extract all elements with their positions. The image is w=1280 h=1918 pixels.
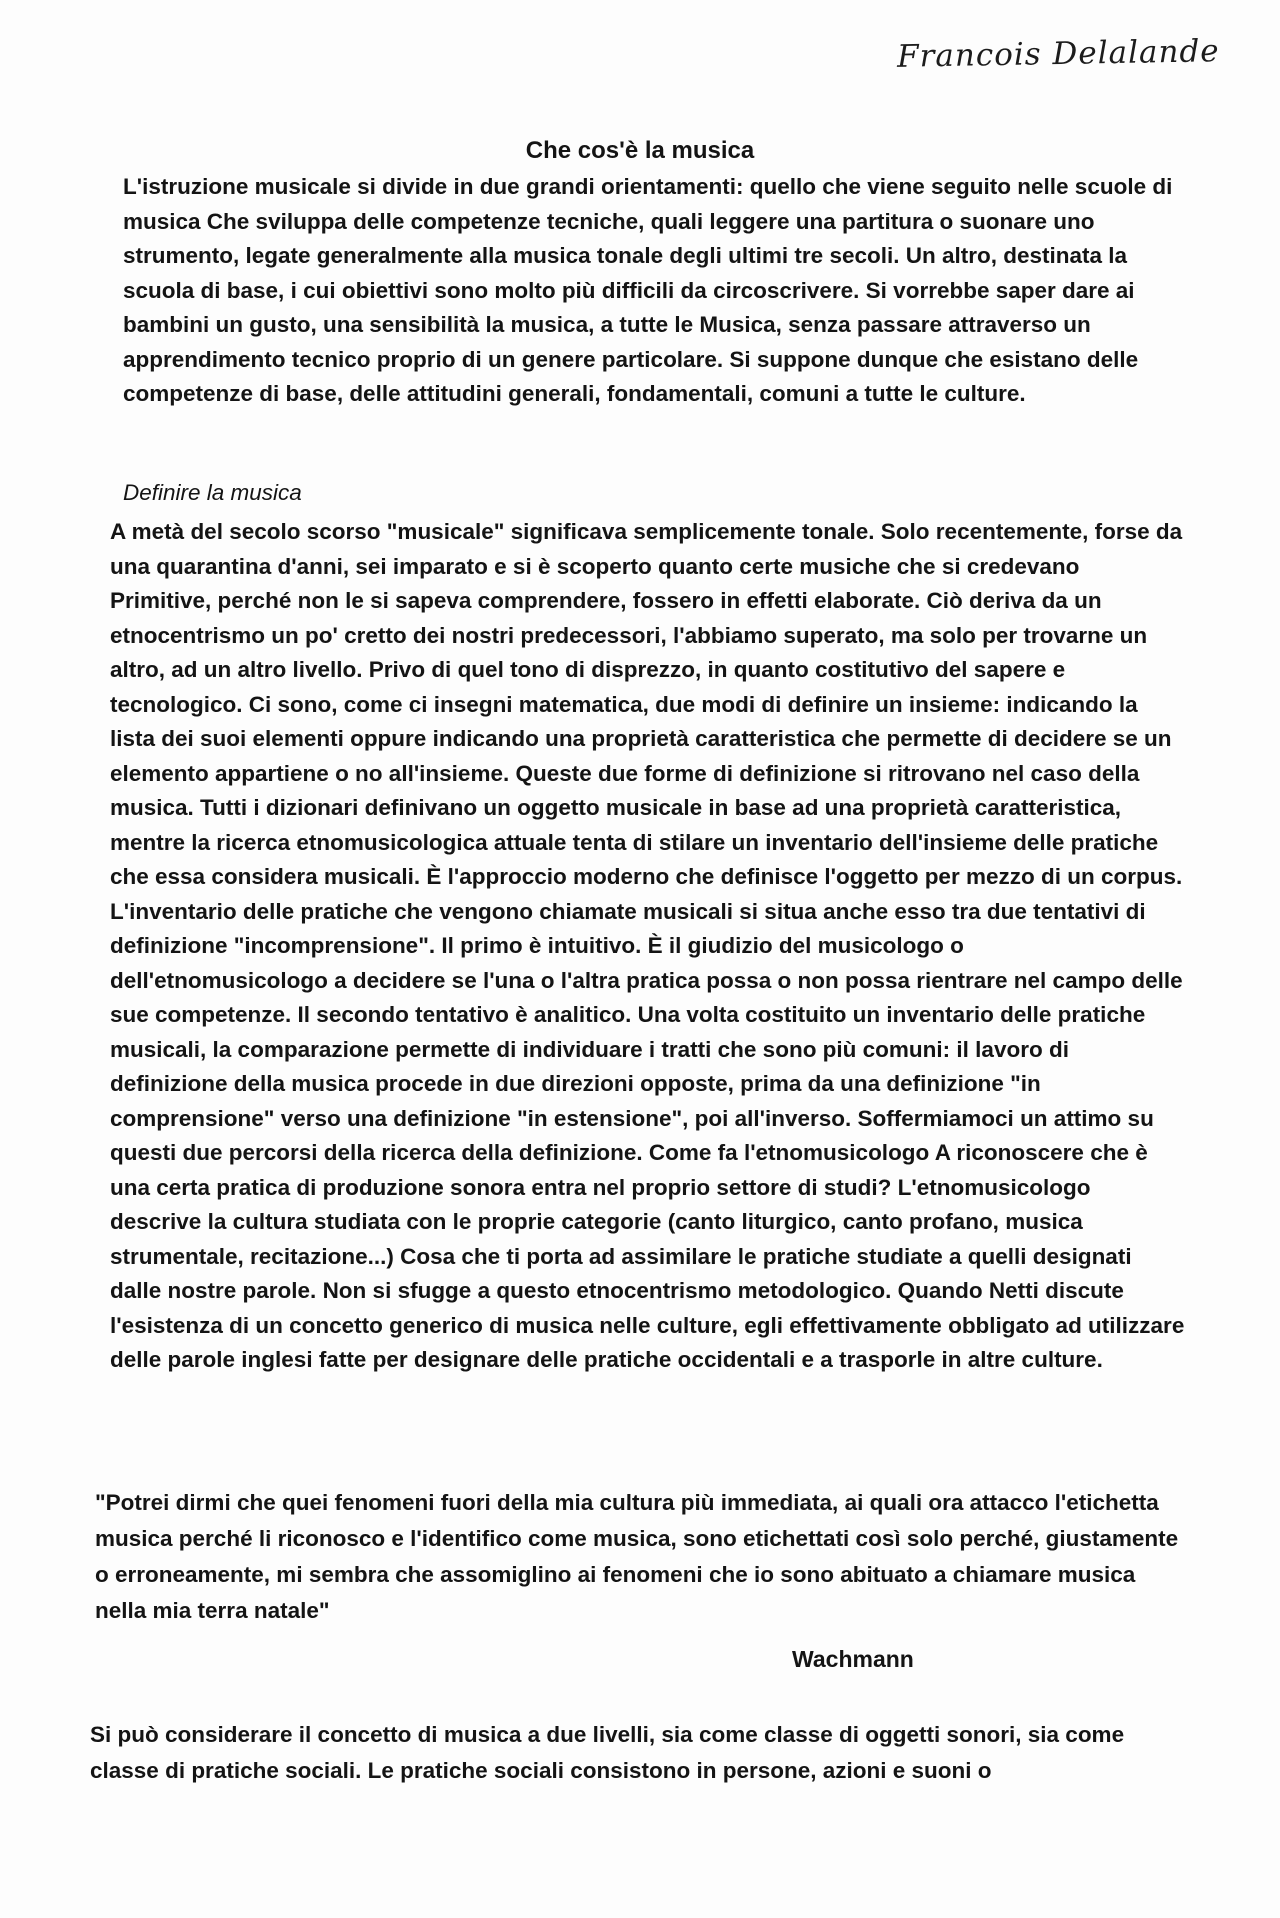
- author-signature: Francois Delalande: [897, 33, 1221, 75]
- intro-paragraph: L'istruzione musicale si divide in due grandi orientamenti: quello che viene seguito nelle scuole di musica Che sviluppa delle competenze tecniche, quali leggere una partitura o suonare uno strumento, legate generalmente alla musica tonale degli ultimi tre secoli. Un altro, destinata la scuola di base, i cui obiettivi sono molto più difficili da circoscrivere. Si vorrebbe saper dare ai bambini un gusto, una sensibilità la musica, a tutte le Musica, senza passare attraverso un apprendimento tecnico proprio di un genere particolare. Si suppone dunque che esistano delle competenze di base, delle attitudini generali, fondamentali, comuni a tutte le culture.: [123, 174, 1173, 406]
- section-paragraph: A metà del secolo scorso "musicale" significava semplicemente tonale. Solo recentemente, forse da una quarantina d'anni, sei imparato e si è scoperto quanto certe musiche che si credevano Primitive, perché non le si sapeva comprendere, fossero in effetti elaborate. Ciò deriva da un etnocentrismo un po' cretto dei nostri predecessori, l'abbiamo superato, ma solo per trovarne un altro, ad un altro livello. Privo di quel tono di disprezzo, in quanto costitutivo del sapere e tecnologico. Ci sono, come ci insegni matematica, due modi di definire un insieme: indicando la lista dei suoi elementi oppure indicando una proprietà caratteristica che permette di decidere se un elemento appartiene o no all'insieme. Queste due forme di definizione si ritrovano nel caso della musica. Tutti i dizionari definivano un oggetto musicale in base ad una proprietà caratteristica, mentre la ricerca etnomusicologica attuale tenta di stilare un inventario dell'insieme delle pratiche che essa considera musicali. È l'approccio moderno che definisce l'oggetto per mezzo di un corpus. L'inventario delle pratiche che vengono chiamate musicali si situa anche esso tra due tentativi di definizione "incomprensione". Il primo è intuitivo. È il giudizio del musicologo o dell'etnomusicologo a decidere se l'una o l'altra pratica possa o non possa rientrare nel campo delle sue competenze. Il secondo tentativo è analitico. Una volta costituito un inventario delle pratiche musicali, la comparazione permette di individuare i tratti che sono più comuni: il lavoro di definizione della musica procede in due direzioni opposte, prima da una definizione "in comprensione" verso una definizione "in estensione", poi all'inverso. Soffermiamoci un attimo su questi due percorsi della ricerca della definizione. Come fa l'etnomusicologo A riconoscere che è una certa pratica di produzione sonora entra nel proprio settore di studi? L'etnomusicologo descrive la cultura studiata con le proprie categorie (canto liturgico, canto profano, musica strumentale, recitazione...) Cosa che ti porta ad assimilare le pratiche studiate a quelli designati dalle nostre parole. Non si sfugge a questo etnocentrismo metodologico. Quando Netti discute l'esistenza di un concetto generico di musica nelle culture, egli effettivamente obbligato ad utilizzare delle parole inglesi fatte per designare delle pratiche occidentali e a trasporle in altre culture.: [110, 519, 1185, 1372]
- quote-attribution: Wachmann: [792, 1646, 914, 1672]
- quote-paragraph: "Potrei dirmi che quei fenomeni fuori della mia cultura più immediata, ai quali ora attacco l'etichetta musica perché li riconosco e l'identifico come musica, sono etichettati così solo perché, giustamente o erroneamente, mi sembra che assomiglino ai fenomeni che io sono abituato a chiamare musica nella mia terra natale": [95, 1490, 1179, 1623]
- final-paragraph: Si può considerare il concetto di musica a due livelli, sia come classe di oggetti sonori, sia come classe di pratiche sociali. Le pratiche sociali consistono in persone, azioni e suoni o: [90, 1722, 1125, 1783]
- section-heading: Definire la musica: [123, 480, 302, 505]
- document-title: Che cos'è la musica: [525, 137, 755, 164]
